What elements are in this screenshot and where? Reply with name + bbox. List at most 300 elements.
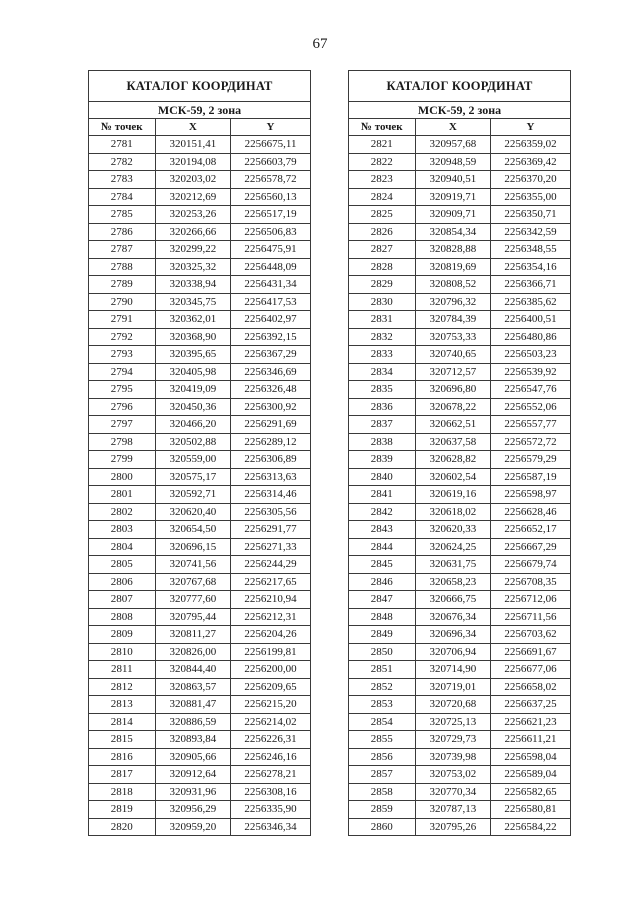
- point-number-cell: 2837: [349, 416, 416, 434]
- point-number-cell: 2795: [89, 381, 156, 399]
- x-coordinate-cell: 320729,73: [415, 731, 490, 749]
- x-coordinate-cell: 320931,96: [155, 783, 230, 801]
- y-coordinate-cell: 2256366,71: [491, 276, 571, 294]
- point-number-cell: 2786: [89, 223, 156, 241]
- x-coordinate-cell: 320787,13: [415, 801, 490, 819]
- table-row: [89, 538, 311, 556]
- x-coordinate-cell: 320720,68: [415, 696, 490, 714]
- y-coordinate-cell: 2256480,86: [491, 328, 571, 346]
- x-coordinate-cell: 320253,26: [155, 206, 230, 224]
- point-number-cell: 2813: [89, 696, 156, 714]
- point-number-cell: 2792: [89, 328, 156, 346]
- x-coordinate-cell: 320714,90: [415, 661, 490, 679]
- table-row: [349, 486, 571, 504]
- point-number-cell: 2832: [349, 328, 416, 346]
- table-row: [349, 678, 571, 696]
- point-number-cell: 2784: [89, 188, 156, 206]
- y-coordinate-cell: 2256400,51: [491, 311, 571, 329]
- y-coordinate-cell: 2256560,13: [231, 188, 311, 206]
- table-row: [349, 801, 571, 819]
- y-coordinate-cell: 2256578,72: [231, 171, 311, 189]
- x-coordinate-cell: 320795,44: [155, 608, 230, 626]
- column-header-x: X: [155, 119, 230, 136]
- point-number-cell: 2833: [349, 346, 416, 364]
- table-row: [349, 626, 571, 644]
- point-number-cell: 2817: [89, 766, 156, 784]
- table-row: [89, 258, 311, 276]
- y-coordinate-cell: 2256209,65: [231, 678, 311, 696]
- point-number-cell: 2852: [349, 678, 416, 696]
- x-coordinate-cell: 320940,51: [415, 171, 490, 189]
- x-coordinate-cell: 320151,41: [155, 136, 230, 154]
- y-coordinate-cell: 2256503,23: [491, 346, 571, 364]
- y-coordinate-cell: 2256226,31: [231, 731, 311, 749]
- point-number-cell: 2800: [89, 468, 156, 486]
- y-coordinate-cell: 2256308,16: [231, 783, 311, 801]
- table-row: [349, 136, 571, 154]
- point-number-cell: 2825: [349, 206, 416, 224]
- table-row: [349, 328, 571, 346]
- point-number-cell: 2856: [349, 748, 416, 766]
- x-coordinate-cell: 320777,60: [155, 591, 230, 609]
- table-row: [349, 206, 571, 224]
- y-coordinate-cell: 2256431,34: [231, 276, 311, 294]
- point-number-cell: 2810: [89, 643, 156, 661]
- table-row: [349, 573, 571, 591]
- x-coordinate-cell: 320502,88: [155, 433, 230, 451]
- x-coordinate-cell: 320419,09: [155, 381, 230, 399]
- table-row: [349, 433, 571, 451]
- table-row: [89, 573, 311, 591]
- point-number-cell: 2840: [349, 468, 416, 486]
- y-coordinate-cell: 2256652,17: [491, 521, 571, 539]
- table-row: [349, 276, 571, 294]
- y-coordinate-cell: 2256582,65: [491, 783, 571, 801]
- table-row: [89, 416, 311, 434]
- y-coordinate-cell: 2256580,81: [491, 801, 571, 819]
- point-number-cell: 2829: [349, 276, 416, 294]
- y-coordinate-cell: 2256712,06: [491, 591, 571, 609]
- table-row: [89, 346, 311, 364]
- x-coordinate-cell: 320796,32: [415, 293, 490, 311]
- x-coordinate-cell: 320712,57: [415, 363, 490, 381]
- x-coordinate-cell: 320325,32: [155, 258, 230, 276]
- point-number-cell: 2816: [89, 748, 156, 766]
- x-coordinate-cell: 320741,56: [155, 556, 230, 574]
- x-coordinate-cell: 320620,40: [155, 503, 230, 521]
- x-coordinate-cell: 320602,54: [415, 468, 490, 486]
- y-coordinate-cell: 2256313,63: [231, 468, 311, 486]
- y-coordinate-cell: 2256199,81: [231, 643, 311, 661]
- x-coordinate-cell: 320886,59: [155, 713, 230, 731]
- x-coordinate-cell: 320905,66: [155, 748, 230, 766]
- table-row: [89, 293, 311, 311]
- point-number-cell: 2811: [89, 661, 156, 679]
- point-number-cell: 2801: [89, 486, 156, 504]
- x-coordinate-cell: 320696,80: [415, 381, 490, 399]
- x-coordinate-cell: 320957,68: [415, 136, 490, 154]
- x-coordinate-cell: 320203,02: [155, 171, 230, 189]
- x-coordinate-cell: 320666,75: [415, 591, 490, 609]
- y-coordinate-cell: 2256214,02: [231, 713, 311, 731]
- x-coordinate-cell: 320696,34: [415, 626, 490, 644]
- table-row: [349, 223, 571, 241]
- y-coordinate-cell: 2256271,33: [231, 538, 311, 556]
- table-row: [89, 713, 311, 731]
- y-coordinate-cell: 2256711,56: [491, 608, 571, 626]
- point-number-cell: 2819: [89, 801, 156, 819]
- x-coordinate-cell: 320592,71: [155, 486, 230, 504]
- table-row: [349, 171, 571, 189]
- y-coordinate-cell: 2256246,16: [231, 748, 311, 766]
- catalog-title: КАТАЛОГ КООРДИНАТ: [349, 71, 571, 102]
- x-coordinate-cell: 320676,34: [415, 608, 490, 626]
- table-row: [349, 363, 571, 381]
- column-header-y: Y: [231, 119, 311, 136]
- point-number-cell: 2812: [89, 678, 156, 696]
- y-coordinate-cell: 2256579,29: [491, 451, 571, 469]
- point-number-cell: 2818: [89, 783, 156, 801]
- x-coordinate-cell: 320618,02: [415, 503, 490, 521]
- table-row: [89, 381, 311, 399]
- coordinate-catalog-table-left: [88, 70, 311, 836]
- y-coordinate-cell: 2256212,31: [231, 608, 311, 626]
- point-number-cell: 2835: [349, 381, 416, 399]
- table-row: [349, 661, 571, 679]
- y-coordinate-cell: 2256289,12: [231, 433, 311, 451]
- point-number-cell: 2857: [349, 766, 416, 784]
- point-number-cell: 2838: [349, 433, 416, 451]
- point-number-cell: 2797: [89, 416, 156, 434]
- table-row: [89, 661, 311, 679]
- table-row: [349, 556, 571, 574]
- table-row: [349, 311, 571, 329]
- table-row: [89, 696, 311, 714]
- x-coordinate-cell: 320575,17: [155, 468, 230, 486]
- y-coordinate-cell: 2256385,62: [491, 293, 571, 311]
- point-number-cell: 2826: [349, 223, 416, 241]
- point-number-cell: 2859: [349, 801, 416, 819]
- x-coordinate-cell: 320912,64: [155, 766, 230, 784]
- point-number-cell: 2814: [89, 713, 156, 731]
- table-row: [89, 643, 311, 661]
- table-row: [349, 713, 571, 731]
- x-coordinate-cell: 320658,23: [415, 573, 490, 591]
- y-coordinate-cell: 2256587,19: [491, 468, 571, 486]
- point-number-cell: 2809: [89, 626, 156, 644]
- x-coordinate-cell: 320863,57: [155, 678, 230, 696]
- y-coordinate-cell: 2256402,97: [231, 311, 311, 329]
- x-coordinate-cell: 320919,71: [415, 188, 490, 206]
- column-header-x: X: [415, 119, 490, 136]
- y-coordinate-cell: 2256346,69: [231, 363, 311, 381]
- table-row: [89, 748, 311, 766]
- point-number-cell: 2788: [89, 258, 156, 276]
- point-number-cell: 2841: [349, 486, 416, 504]
- point-number-cell: 2823: [349, 171, 416, 189]
- x-coordinate-cell: 320767,68: [155, 573, 230, 591]
- x-coordinate-cell: 320299,22: [155, 241, 230, 259]
- point-number-cell: 2804: [89, 538, 156, 556]
- table-body: [349, 136, 571, 836]
- point-number-cell: 2846: [349, 573, 416, 591]
- table-row: [349, 538, 571, 556]
- x-coordinate-cell: 320706,94: [415, 643, 490, 661]
- y-coordinate-cell: 2256335,90: [231, 801, 311, 819]
- table-row: [349, 521, 571, 539]
- point-number-cell: 2794: [89, 363, 156, 381]
- y-coordinate-cell: 2256584,22: [491, 818, 571, 836]
- table-row: [349, 748, 571, 766]
- table-row: [89, 486, 311, 504]
- x-coordinate-cell: 320450,36: [155, 398, 230, 416]
- x-coordinate-cell: 320795,26: [415, 818, 490, 836]
- y-coordinate-cell: 2256244,29: [231, 556, 311, 574]
- point-number-cell: 2839: [349, 451, 416, 469]
- table-row: [349, 398, 571, 416]
- coordinate-system: МСК-59, 2 зона: [349, 102, 571, 119]
- x-coordinate-cell: 320854,34: [415, 223, 490, 241]
- y-coordinate-cell: 2256708,35: [491, 573, 571, 591]
- y-coordinate-cell: 2256675,11: [231, 136, 311, 154]
- x-coordinate-cell: 320368,90: [155, 328, 230, 346]
- x-coordinate-cell: 320395,65: [155, 346, 230, 364]
- point-number-cell: 2822: [349, 153, 416, 171]
- x-coordinate-cell: 320620,33: [415, 521, 490, 539]
- x-coordinate-cell: 320637,58: [415, 433, 490, 451]
- table-row: [89, 783, 311, 801]
- point-number-cell: 2820: [89, 818, 156, 836]
- point-number-cell: 2844: [349, 538, 416, 556]
- y-coordinate-cell: 2256359,02: [491, 136, 571, 154]
- y-coordinate-cell: 2256291,77: [231, 521, 311, 539]
- y-coordinate-cell: 2256475,91: [231, 241, 311, 259]
- y-coordinate-cell: 2256348,55: [491, 241, 571, 259]
- table-row: [349, 696, 571, 714]
- point-number-cell: 2860: [349, 818, 416, 836]
- x-coordinate-cell: 320719,01: [415, 678, 490, 696]
- table-row: [89, 153, 311, 171]
- point-number-cell: 2799: [89, 451, 156, 469]
- point-number-cell: 2827: [349, 241, 416, 259]
- point-number-cell: 2845: [349, 556, 416, 574]
- table-row: [89, 433, 311, 451]
- point-number-cell: 2787: [89, 241, 156, 259]
- x-coordinate-cell: 320654,50: [155, 521, 230, 539]
- y-coordinate-cell: 2256350,71: [491, 206, 571, 224]
- y-coordinate-cell: 2256355,00: [491, 188, 571, 206]
- x-coordinate-cell: 320466,20: [155, 416, 230, 434]
- table-row: [89, 328, 311, 346]
- x-coordinate-cell: 320753,02: [415, 766, 490, 784]
- x-coordinate-cell: 320948,59: [415, 153, 490, 171]
- table-row: [89, 521, 311, 539]
- y-coordinate-cell: 2256278,21: [231, 766, 311, 784]
- x-coordinate-cell: 320628,82: [415, 451, 490, 469]
- table-row: [349, 258, 571, 276]
- point-number-cell: 2831: [349, 311, 416, 329]
- x-coordinate-cell: 320338,94: [155, 276, 230, 294]
- point-number-cell: 2843: [349, 521, 416, 539]
- x-coordinate-cell: 320725,13: [415, 713, 490, 731]
- point-number-cell: 2796: [89, 398, 156, 416]
- point-number-cell: 2785: [89, 206, 156, 224]
- table-row: [89, 818, 311, 836]
- y-coordinate-cell: 2256621,23: [491, 713, 571, 731]
- table-row: [89, 171, 311, 189]
- table-row: [89, 801, 311, 819]
- x-coordinate-cell: 320362,01: [155, 311, 230, 329]
- table-row: [89, 276, 311, 294]
- table-row: [89, 766, 311, 784]
- table-row: [349, 451, 571, 469]
- table-row: [89, 731, 311, 749]
- table-row: [89, 398, 311, 416]
- y-coordinate-cell: 2256658,02: [491, 678, 571, 696]
- x-coordinate-cell: 320194,08: [155, 153, 230, 171]
- column-header-point: № точек: [89, 119, 156, 136]
- x-coordinate-cell: 320559,00: [155, 451, 230, 469]
- table-row: [89, 311, 311, 329]
- y-coordinate-cell: 2256679,74: [491, 556, 571, 574]
- point-number-cell: 2830: [349, 293, 416, 311]
- point-number-cell: 2850: [349, 643, 416, 661]
- table-row: [349, 153, 571, 171]
- coordinate-system: МСК-59, 2 зона: [89, 102, 311, 119]
- y-coordinate-cell: 2256215,20: [231, 696, 311, 714]
- y-coordinate-cell: 2256589,04: [491, 766, 571, 784]
- table-row: [89, 188, 311, 206]
- table-row: [89, 591, 311, 609]
- y-coordinate-cell: 2256547,76: [491, 381, 571, 399]
- point-number-cell: 2807: [89, 591, 156, 609]
- table-row: [349, 731, 571, 749]
- y-coordinate-cell: 2256305,56: [231, 503, 311, 521]
- point-number-cell: 2828: [349, 258, 416, 276]
- table-row: [89, 223, 311, 241]
- point-number-cell: 2790: [89, 293, 156, 311]
- x-coordinate-cell: 320619,16: [415, 486, 490, 504]
- table-row: [89, 241, 311, 259]
- y-coordinate-cell: 2256667,29: [491, 538, 571, 556]
- y-coordinate-cell: 2256506,83: [231, 223, 311, 241]
- x-coordinate-cell: 320266,66: [155, 223, 230, 241]
- table-row: [89, 468, 311, 486]
- y-coordinate-cell: 2256200,00: [231, 661, 311, 679]
- x-coordinate-cell: 320881,47: [155, 696, 230, 714]
- x-coordinate-cell: 320819,69: [415, 258, 490, 276]
- y-coordinate-cell: 2256392,15: [231, 328, 311, 346]
- y-coordinate-cell: 2256417,53: [231, 293, 311, 311]
- y-coordinate-cell: 2256572,72: [491, 433, 571, 451]
- y-coordinate-cell: 2256557,77: [491, 416, 571, 434]
- y-coordinate-cell: 2256517,19: [231, 206, 311, 224]
- point-number-cell: 2791: [89, 311, 156, 329]
- point-number-cell: 2798: [89, 433, 156, 451]
- y-coordinate-cell: 2256367,29: [231, 346, 311, 364]
- table-row: [89, 608, 311, 626]
- table-row: [349, 591, 571, 609]
- x-coordinate-cell: 320662,51: [415, 416, 490, 434]
- x-coordinate-cell: 320624,25: [415, 538, 490, 556]
- x-coordinate-cell: 320770,34: [415, 783, 490, 801]
- table-row: [349, 416, 571, 434]
- point-number-cell: 2805: [89, 556, 156, 574]
- y-coordinate-cell: 2256703,62: [491, 626, 571, 644]
- point-number-cell: 2783: [89, 171, 156, 189]
- coordinate-catalog-table-right: [348, 70, 571, 836]
- page-number: 67: [312, 36, 328, 52]
- y-coordinate-cell: 2256314,46: [231, 486, 311, 504]
- x-coordinate-cell: 320739,98: [415, 748, 490, 766]
- point-number-cell: 2803: [89, 521, 156, 539]
- y-coordinate-cell: 2256539,92: [491, 363, 571, 381]
- column-header-point: № точек: [349, 119, 416, 136]
- y-coordinate-cell: 2256598,04: [491, 748, 571, 766]
- point-number-cell: 2854: [349, 713, 416, 731]
- point-number-cell: 2793: [89, 346, 156, 364]
- y-coordinate-cell: 2256346,34: [231, 818, 311, 836]
- point-number-cell: 2834: [349, 363, 416, 381]
- table-row: [89, 678, 311, 696]
- table-row: [89, 363, 311, 381]
- x-coordinate-cell: 320956,29: [155, 801, 230, 819]
- point-number-cell: 2853: [349, 696, 416, 714]
- point-number-cell: 2836: [349, 398, 416, 416]
- table-row: [89, 451, 311, 469]
- x-coordinate-cell: 320811,27: [155, 626, 230, 644]
- table-row: [349, 503, 571, 521]
- table-row: [349, 818, 571, 836]
- y-coordinate-cell: 2256306,89: [231, 451, 311, 469]
- y-coordinate-cell: 2256342,59: [491, 223, 571, 241]
- column-header-y: Y: [491, 119, 571, 136]
- point-number-cell: 2851: [349, 661, 416, 679]
- x-coordinate-cell: 320909,71: [415, 206, 490, 224]
- table-row: [89, 626, 311, 644]
- x-coordinate-cell: 320678,22: [415, 398, 490, 416]
- table-row: [349, 188, 571, 206]
- x-coordinate-cell: 320826,00: [155, 643, 230, 661]
- table-row: [349, 346, 571, 364]
- y-coordinate-cell: 2256603,79: [231, 153, 311, 171]
- table-row: [349, 241, 571, 259]
- x-coordinate-cell: 320959,20: [155, 818, 230, 836]
- table-row: [349, 643, 571, 661]
- table-row: [349, 293, 571, 311]
- table-row: [89, 136, 311, 154]
- point-number-cell: 2858: [349, 783, 416, 801]
- y-coordinate-cell: 2256611,21: [491, 731, 571, 749]
- point-number-cell: 2824: [349, 188, 416, 206]
- point-number-cell: 2781: [89, 136, 156, 154]
- point-number-cell: 2847: [349, 591, 416, 609]
- x-coordinate-cell: 320631,75: [415, 556, 490, 574]
- x-coordinate-cell: 320212,69: [155, 188, 230, 206]
- point-number-cell: 2782: [89, 153, 156, 171]
- table-body: [89, 136, 311, 836]
- point-number-cell: 2848: [349, 608, 416, 626]
- table-row: [349, 783, 571, 801]
- table-row: [89, 206, 311, 224]
- y-coordinate-cell: 2256204,26: [231, 626, 311, 644]
- table-row: [89, 556, 311, 574]
- y-coordinate-cell: 2256217,65: [231, 573, 311, 591]
- point-number-cell: 2802: [89, 503, 156, 521]
- x-coordinate-cell: 320345,75: [155, 293, 230, 311]
- x-coordinate-cell: 320740,65: [415, 346, 490, 364]
- y-coordinate-cell: 2256369,42: [491, 153, 571, 171]
